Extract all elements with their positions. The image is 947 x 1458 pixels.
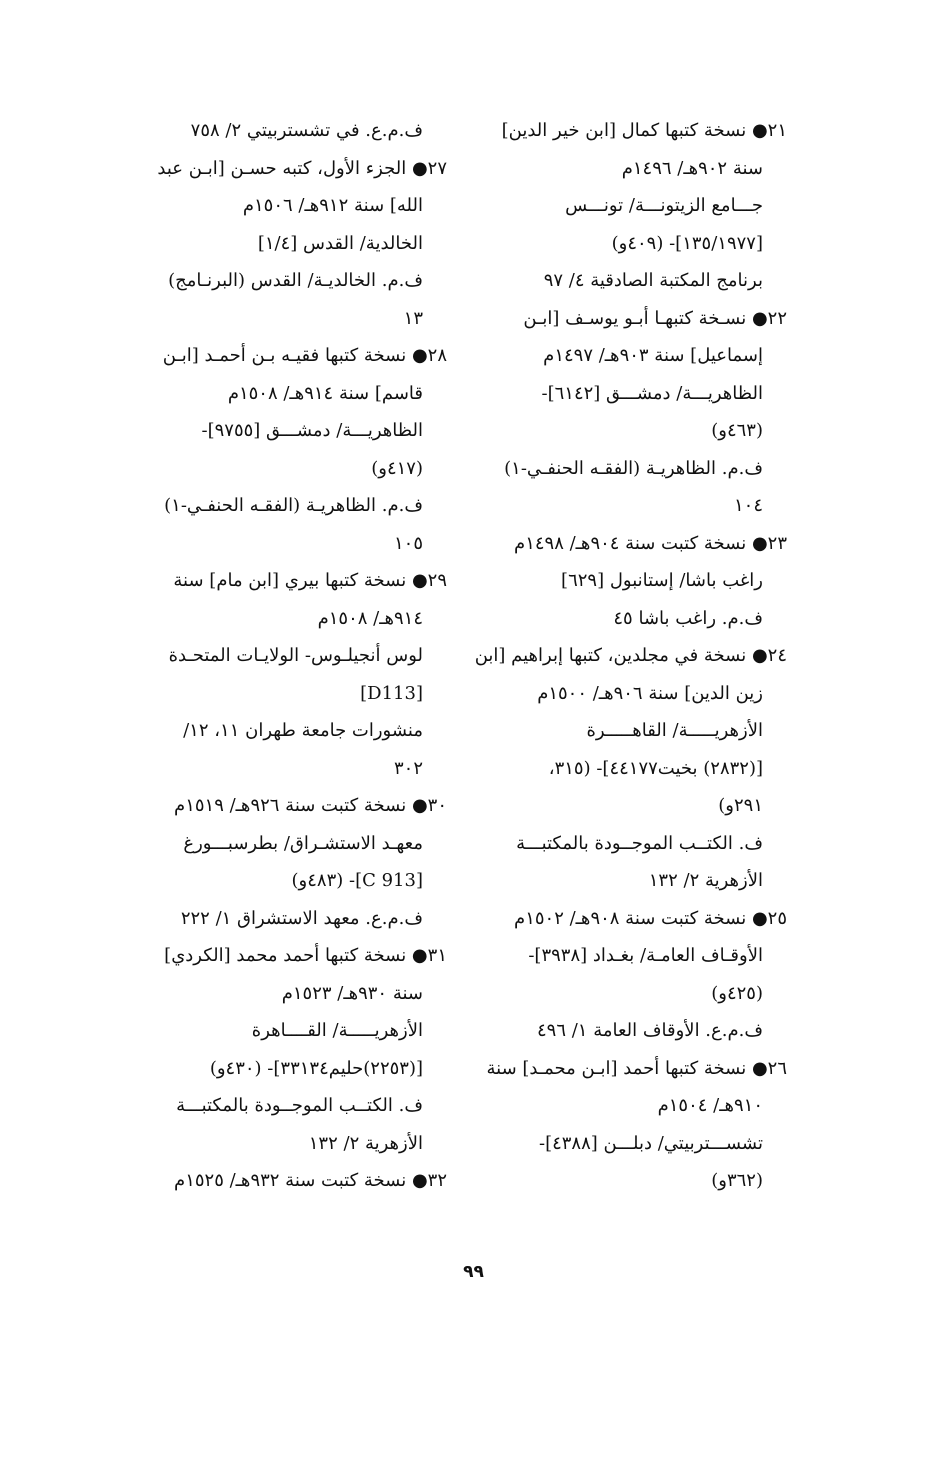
entry-detail-line: لوس أنجيلـوس- الولايـات المتحـدة <box>168 645 423 666</box>
entry-detail-line: ف.م.ع. الأوقاف العامة ١/ ٤٩٦ <box>536 1020 763 1041</box>
entry-detail-line: سنة ٩٣٠هـ/ ١٥٢٣م <box>281 982 423 1004</box>
manuscript-entry-line: ٢٤● نسخة في مجلدين، كتبها إبراهيم [ابن <box>474 645 787 666</box>
entry-detail-line: (٤١٧و) <box>371 457 423 479</box>
manuscript-entry-line: ٢٣● نسخة كتبت سنة ٩٠٤هـ/ ١٤٩٨م <box>514 532 787 554</box>
entry-detail-line: الأزهرية ٢/ ١٣٢ <box>308 1132 423 1154</box>
manuscript-entry-line: ٣٢● نسخة كتبت سنة ٩٣٢هـ/ ١٥٢٥م <box>174 1170 447 1191</box>
manuscript-entry-line: ٣٠● نسخة كتبت سنة ٩٢٦هـ/ ١٥١٩م <box>174 795 447 816</box>
entry-detail-line: الأزهرية ٢/ ١٣٢ <box>648 870 763 891</box>
manuscript-entry-line: ٢٧● الجزء الأول، كتبه حسـن [ابـن عبد <box>157 157 447 179</box>
entry-detail-line: الظاهريـــة/ دمشـــق [٦١٤٢]- <box>541 382 763 404</box>
entry-detail-line: ١٣ <box>403 307 423 329</box>
entry-detail-line: قاسم] سنة ٩١٤هـ/ ١٥٠٨م <box>227 382 423 404</box>
entry-detail-line: الأزهريـــــة/ القاهـــــرة <box>586 720 763 741</box>
entry-detail-line: ٢٩١و) <box>718 795 763 816</box>
entry-detail-line: ف.م. الظاهريـة (الفقـه الحنفـي-١) <box>164 495 423 516</box>
manuscript-entry-line: ٢٨● نسخة كتبها فقيـه بـن أحمـد [ابـن <box>162 345 447 366</box>
entry-detail-line: ف. الكتــب الموجــودة بالمكتبـــة <box>516 832 763 854</box>
entry-detail-line: [D113] <box>360 682 423 704</box>
manuscript-entry-line: ٢٥● نسخة كتبت سنة ٩٠٨هـ/ ١٥٠٢م <box>514 907 787 929</box>
entry-detail-line: [(٢٨٣٢) بخيت٤٤١٧٧]- (٣١٥، <box>548 757 763 779</box>
entry-detail-line: (٣٦٢و) <box>711 1170 763 1191</box>
entry-detail-line: (٤٢٥و) <box>711 982 763 1004</box>
entry-detail-line: الأزهريـــــة/ القــــاهرة <box>251 1020 423 1041</box>
entry-detail-line: منشورات جامعة طهران ١١، ١٢/ <box>183 720 423 741</box>
manuscript-entry-line: ٢١● نسخة كتبها كمال [ابن خير الدين] <box>501 120 787 141</box>
entry-detail-line: [(٢٢٥٣)حليم٣٣١٣٤]- (٤٣٠و) <box>209 1057 423 1079</box>
entry-detail-line: ف.م. راغب باشا ٤٥ <box>613 607 763 629</box>
entry-detail-line: الظاهريـــة/ دمشـــق [٩٧٥٥]- <box>201 420 423 441</box>
entry-detail-line: ف.م.ع. معهد الاستشراق ١/ ٢٢٢ <box>180 907 423 929</box>
entry-detail-line: ١٠٤ <box>733 495 763 516</box>
entry-detail-line: زين الدين] سنة ٩٠٦هـ/ ١٥٠٠م <box>537 682 763 704</box>
entry-detail-line: سنة ٩٠٢هـ/ ١٤٩٦م <box>621 157 763 179</box>
entry-detail-line: جـــامع الزيتونـــة/ تونـــس <box>565 195 763 216</box>
entry-detail-line: الأوقـاف العامـة/ بغـداد [٣٩٣٨]- <box>528 945 763 966</box>
manuscript-entry-line: ٣١● نسخة كتبها أحمد محمد [الكردي] <box>164 945 447 966</box>
entry-detail-line: برنامج المكتبة الصادقية ٤/ ٩٧ <box>543 270 763 291</box>
entry-detail-line: ف.م. الظاهريـة (الفقـه الحنفـي-١) <box>504 457 763 479</box>
entry-detail-line: معهـد الاستشـراق/ بطرسبـــورغ <box>183 832 423 854</box>
entry-detail-line: تشســـتربيتي/ دبلـــن [٤٣٨٨]- <box>538 1132 763 1154</box>
entry-detail-line: إسماعيل] سنة ٩٠٣هـ/ ١٤٩٧م <box>543 345 763 366</box>
manuscript-entry-line: ٢٦● نسخة كتبها أحمد [ابـن محمـد] سنة <box>486 1057 787 1079</box>
entry-detail-line: ٩١٤هـ/ ١٥٠٨م <box>317 607 423 629</box>
entry-detail-line: (٤٦٣و) <box>711 420 763 441</box>
entry-detail-line: [١٣٥/١٩٧٧]- (٤٠٩و) <box>611 232 763 254</box>
entry-detail-line: الخالدية/ القدس [١/٤] <box>257 232 423 254</box>
right-column <box>474 112 787 1200</box>
entry-detail-line: ٣٠٢ <box>393 757 423 779</box>
entry-detail-line: ف. الكتــب الموجــودة بالمكتبـــة <box>176 1095 423 1116</box>
left-column <box>147 112 447 1200</box>
entry-detail-line: راغب باشا/ إستانبول [٦٢٩] <box>561 570 763 591</box>
entry-detail-line: ف.م. الخالديـة/ القدس (البرنـامج) <box>168 270 423 291</box>
page-number: ٩٩ <box>463 1262 484 1282</box>
entry-detail-line: ف.م.ع. في تشستربيتي ٢/ ٧٥٨ <box>190 120 423 141</box>
manuscript-entry-line: ٢٩● نسخة كتبها بيري [ابن مام] سنة <box>173 570 447 591</box>
entry-detail-line: ١٠٥ <box>393 532 423 554</box>
entry-detail-line: الله] سنة ٩١٢هـ/ ١٥٠٦م <box>242 195 423 216</box>
manuscript-entry-line: ٢٢● نسـخة كتبهـا أبـو يوسـف [ابـن <box>523 307 787 329</box>
entry-detail-line: [C 913]- (٤٨٣و) <box>291 870 423 891</box>
entry-detail-line: ٩١٠هـ/ ١٥٠٤م <box>657 1095 763 1116</box>
